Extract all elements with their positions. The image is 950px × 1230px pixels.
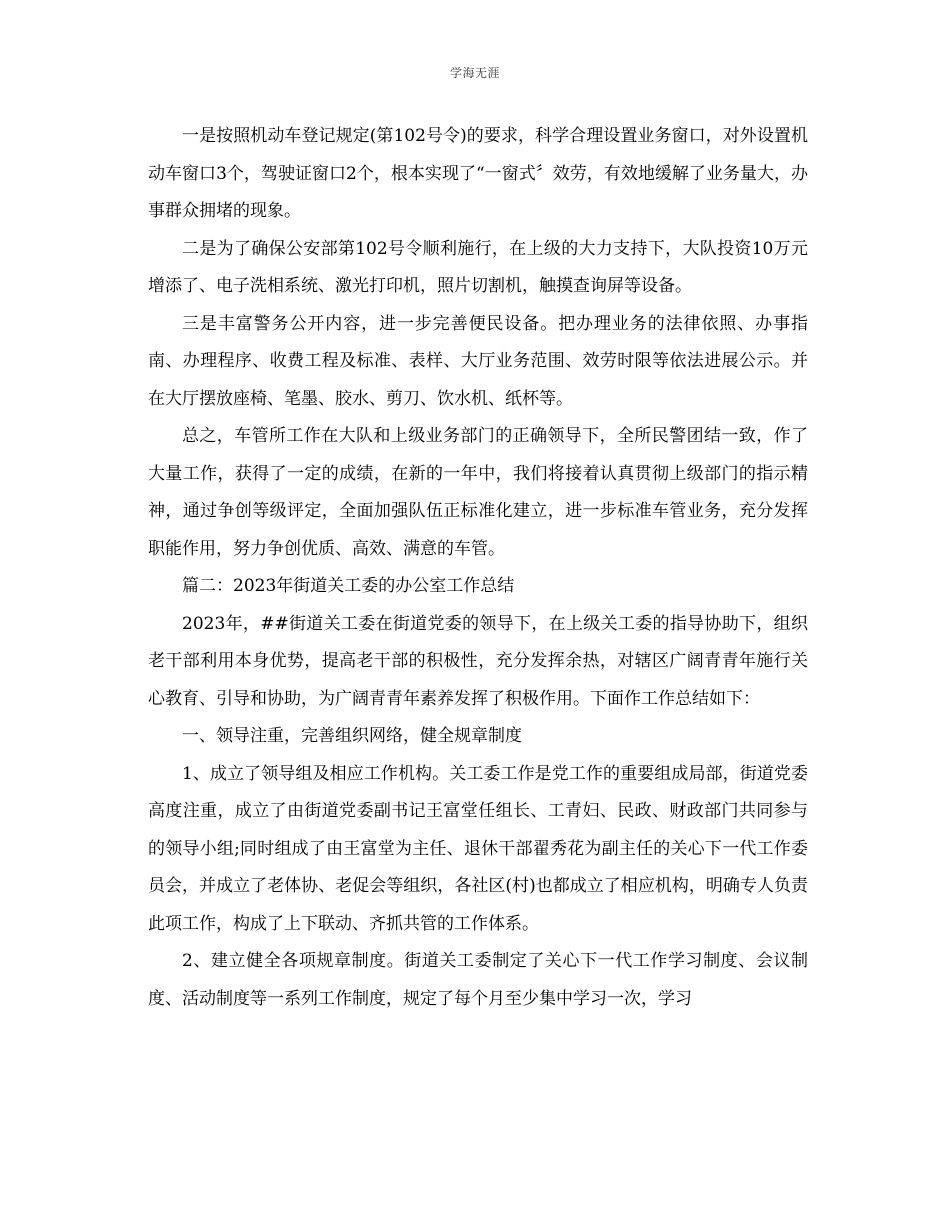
subheading-leadership: 一、领导注重，完善组织网络，健全规章制度 [182, 726, 522, 746]
paragraph-leadership-group: 1、成立了领导组及相应工作机构。关工委工作是党工作的重要组成局部，街道党委高度注重，成立了由街道党委副书记王富堂任组长、工青妇、民政、财政部门共同参与的领导小组;同时组成了由王富堂为主任、退休干部翟秀花为副主任的关心下一代工作委员会，并成立了老体协、老促会等组织，各社区(村)也都成立了相应机构，明确专人负责此项工作，构成了上下联动、齐抓共管的工作体系。 [148, 763, 808, 934]
document-body [148, 118, 808, 1018]
paragraph-summary: 总之，车管所工作在大队和上级业务部门的正确领导下，全所民警团结一致，作了大量工作，获得了一定的成绩，在新的一年中，我们将接着认真贯彻上级部门的指示精神，通过争创等级评定，全面加强队伍正标准化建立，进一步标准车管业务，充分发挥职能作用，努力争创优质、高效、满意的车管。 [148, 426, 808, 559]
paragraph-equipment: 二是为了确保公安部第102号令顺利施行，在上级的大力支持下，大队投资10万元增添了、电子洗相系统、激光打印机，照片切割机，触摸查询屏等设备。 [148, 238, 808, 296]
page-header: 学海无涯 [449, 66, 500, 80]
paragraph-rules-system: 2、建立健全各项规章制度。街道关工委制定了关心下一代工作学习制度、会议制度、活动制度等一系列工作制度，规定了每个月至少集中学习一次，学习 [148, 951, 808, 1009]
paragraph-public-affairs: 三是丰富警务公开内容，进一步完善便民设备。把办理业务的法律依照、办事指南、办理程序、收费工程及标准、表样、大厅业务范围、效劳时限等依法进展公示。并在大厅摆放座椅、笔墨、胶水、剪刀、饮水机、纸杯等。 [148, 313, 808, 409]
section-heading-part-two: 篇二：2023年街道关工委的办公室工作总结 [182, 576, 515, 596]
paragraph-window-setup: 一是按照机动车登记规定(第102号令)的要求，科学合理设置业务窗口，对外设置机动车窗口3个，驾驶证窗口2个，根本实现了“一窗式〞效劳，有效地缓解了业务量大，办事群众拥堵的现象。 [148, 126, 808, 221]
paragraph-intro-2023: 2023年，##街道关工委在街道党委的领导下，在上级关工委的指导协助下，组织老干部利用本身优势，提高老干部的积极性，充分发挥余热，对辖区广阔青青年施行关心教育、引导和协助，为广阔青青年素养发挥了积极作用。下面作工作总结如下： [148, 613, 808, 709]
